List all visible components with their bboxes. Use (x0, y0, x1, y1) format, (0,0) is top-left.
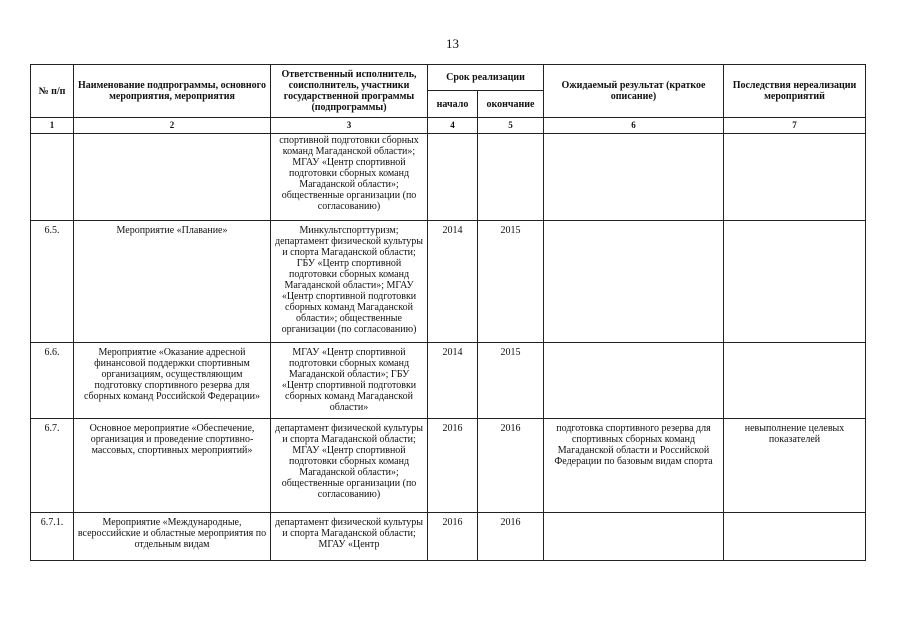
header-period: Срок реализации (428, 65, 544, 91)
row-number: 6.6. (31, 343, 74, 419)
row-result (544, 513, 724, 561)
row-executor: департамент физической культуры и спорта Магаданской области; МГАУ «Центр (271, 513, 428, 561)
row-start: 2016 (428, 419, 478, 513)
column-number: 1 (31, 118, 74, 134)
row-start (428, 134, 478, 221)
table-row (31, 221, 866, 343)
row-name: Мероприятие «Международные, всероссийские и областные мероприятия по отдельным видам (74, 513, 271, 561)
row-end (478, 134, 544, 221)
table-row (31, 513, 866, 561)
table-row (31, 343, 866, 419)
header-num: № п/п (31, 65, 74, 118)
column-number-row (31, 118, 866, 134)
row-number: 6.7. (31, 419, 74, 513)
row-start: 2014 (428, 221, 478, 343)
column-number: 6 (544, 118, 724, 134)
row-name: Мероприятие «Плавание» (74, 221, 271, 343)
row-consequences (724, 513, 866, 561)
table-row (31, 134, 866, 221)
row-executor: спортивной подготовки сборных команд Магаданской области»; МГАУ «Центр спортивной подготовки сборных команд Магаданской области»; общественные организации (по согласованию) (271, 134, 428, 221)
header-result: Ожидаемый результат (краткое описание) (544, 65, 724, 118)
row-consequences (724, 134, 866, 221)
row-start: 2014 (428, 343, 478, 419)
row-end: 2016 (478, 419, 544, 513)
header-executor: Ответственный исполнитель, соисполнитель, участники государственной программы (подпрограммы) (271, 65, 428, 118)
column-number: 7 (724, 118, 866, 134)
header-start: начало (428, 91, 478, 118)
header-name: Наименование подпрограммы, основного мероприятия, мероприятия (74, 65, 271, 118)
table-row (31, 419, 866, 513)
row-start: 2016 (428, 513, 478, 561)
row-executor: департамент физической культуры и спорта Магаданской области; МГАУ «Центр спортивной подготовки сборных команд Магаданской области»; общественные организации (по согласованию) (271, 419, 428, 513)
row-name (74, 134, 271, 221)
header-end: окончание (478, 91, 544, 118)
page-number: 13 (446, 36, 459, 51)
column-number: 2 (74, 118, 271, 134)
row-number: 6.7.1. (31, 513, 74, 561)
row-number (31, 134, 74, 221)
row-name: Основное мероприятие «Обеспечение, организация и проведение спортивно-массовых, спортивных мероприятий» (74, 419, 271, 513)
row-consequences (724, 343, 866, 419)
row-executor: МГАУ «Центр спортивной подготовки сборных команд Магаданской области»; ГБУ «Центр спортивной подготовки сборных команд Магаданской области» (271, 343, 428, 419)
column-number: 5 (478, 118, 544, 134)
column-number: 4 (428, 118, 478, 134)
row-executor: Минкультспорттуризм; департамент физической культуры и спорта Магаданской области; ГБУ «Центр спортивной подготовки сборных команд Магаданской области»; МГАУ «Центр спортивной подготовки сборных команд Магаданской области»; общественные организации (по согласованию) (271, 221, 428, 343)
row-result (544, 134, 724, 221)
row-result: подготовка спортивного резерва для спортивных сборных команд Магаданской области и Российской Федерации по базовым видам спорта (544, 419, 724, 513)
row-consequences (724, 221, 866, 343)
program-table (30, 64, 866, 561)
row-end: 2015 (478, 221, 544, 343)
row-result (544, 221, 724, 343)
row-end: 2016 (478, 513, 544, 561)
row-name: Мероприятие «Оказание адресной финансовой поддержки спортивным организациям, осуществляющим подготовку спортивного резерва для сборных команд Российской Федерации» (74, 343, 271, 419)
row-result (544, 343, 724, 419)
header-consequences: Последствия нереализации мероприятий (724, 65, 866, 118)
column-number: 3 (271, 118, 428, 134)
row-consequences: невыполнение целевых показателей (724, 419, 866, 513)
row-end: 2015 (478, 343, 544, 419)
row-number: 6.5. (31, 221, 74, 343)
